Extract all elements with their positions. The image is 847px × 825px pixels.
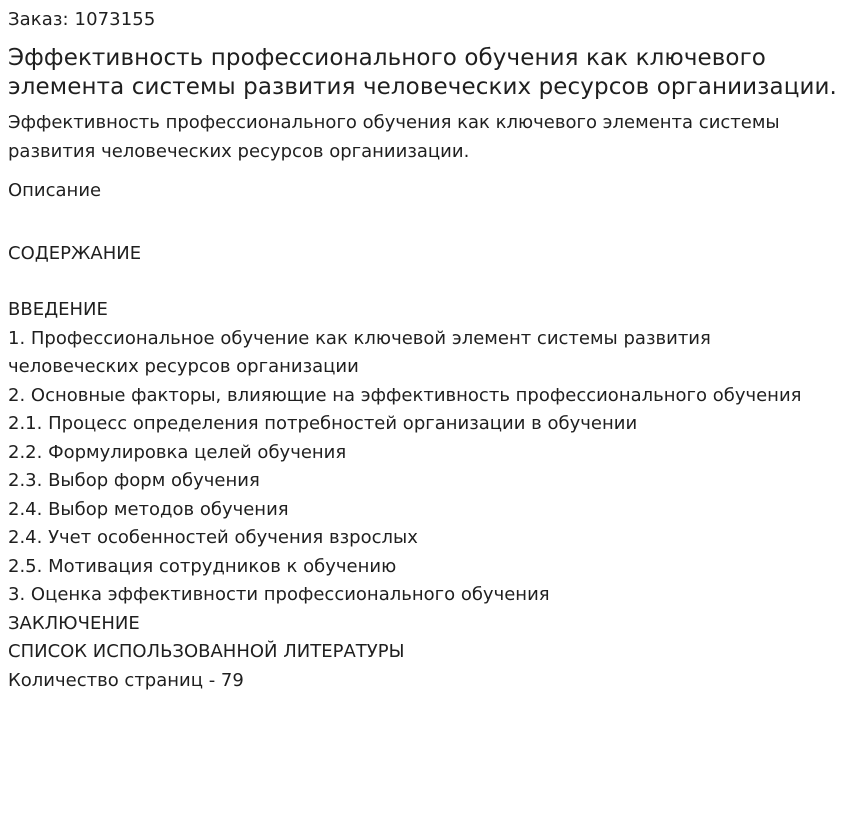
contents-item: 2.3. Выбор форм обучения: [8, 470, 260, 491]
page-count: Количество страниц - 79: [8, 669, 244, 691]
contents-item: 2.5. Мотивация сотрудников к обучению: [8, 555, 397, 577]
contents-item: 2.1. Процесс определения потребностей организации в обучении: [8, 413, 638, 434]
contents-item: 2.4. Учет особенностей обучения взрослых: [8, 527, 418, 548]
contents-item: 3. Оценка эффективности профессионального обучения: [8, 584, 550, 605]
contents-item: 2. Основные факторы, влияющие на эффективность профессионального обучения: [8, 384, 802, 406]
page-title: Эффективность профессионального обучения как ключевого элемента системы развития человеческих ресурсов органиизации.: [8, 45, 837, 100]
contents-item: 1. Профессиональное обучение как ключевой элемент системы развития человеческих ресурсов организации: [8, 327, 711, 377]
contents-item: ВВЕДЕНИЕ: [8, 299, 108, 320]
contents-item: 2.4. Выбор методов обучения: [8, 498, 289, 520]
contents-heading: СОДЕРЖАНИЕ: [8, 243, 142, 264]
page-subtitle: Эффективность профессионального обучения как ключевого элемента системы развития человеческих ресурсов органиизации.: [8, 112, 780, 162]
order-number: Заказ: 1073155: [8, 9, 156, 30]
contents-item: ЗАКЛЮЧЕНИЕ: [8, 612, 140, 634]
contents-item: СПИСОК ИСПОЛЬЗОВАННОЙ ЛИТЕРАТУРЫ: [8, 641, 405, 662]
description-label: Описание: [8, 180, 102, 201]
contents-list: [8, 296, 839, 695]
contents-item: 2.2. Формулировка целей обучения: [8, 441, 347, 463]
